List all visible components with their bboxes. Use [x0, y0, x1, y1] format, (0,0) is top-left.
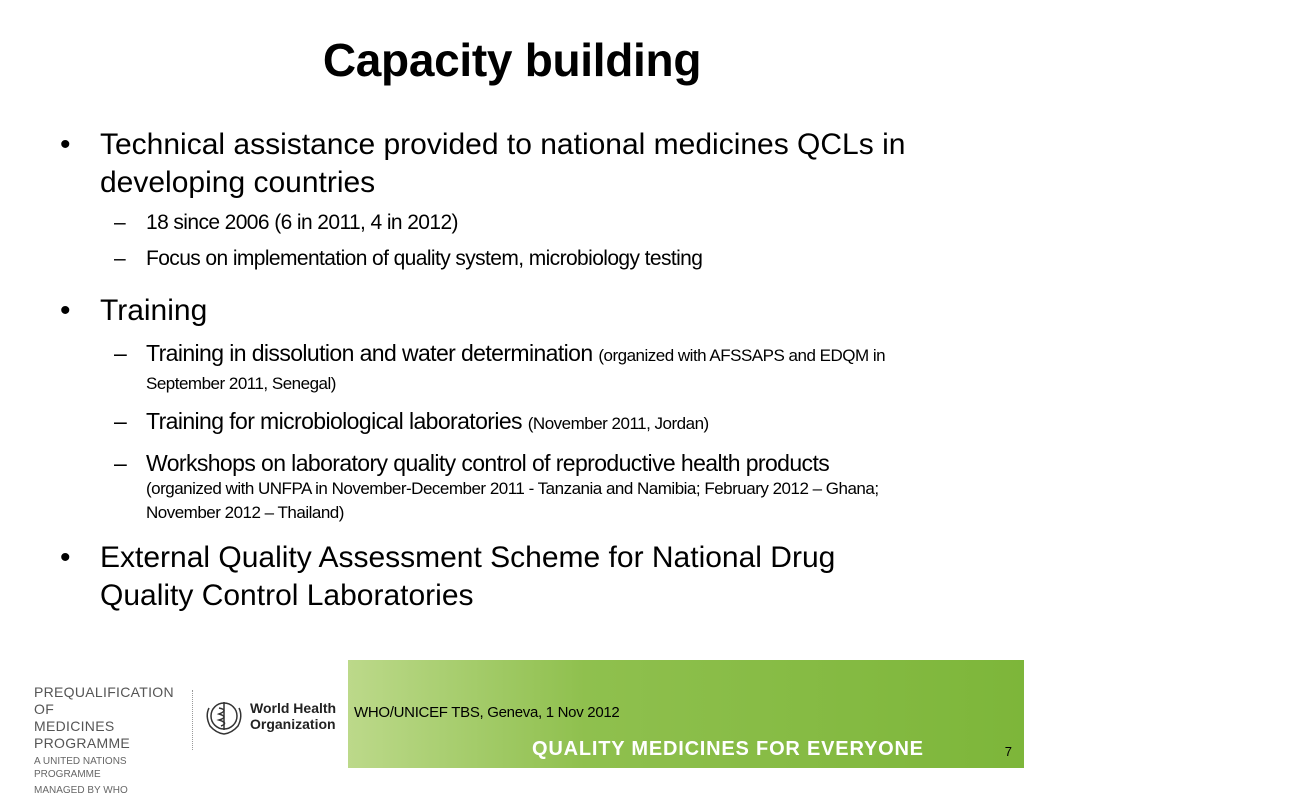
who-emblem-icon — [202, 696, 246, 736]
pq-programme-logo — [34, 684, 184, 797]
bullet-text: Training — [100, 294, 208, 327]
bullet-text: Technical assistance provided to national medicines QCLs in developing countries — [100, 128, 906, 199]
who-wordmark-line-1: World Health — [250, 700, 337, 716]
dash-marker: – — [114, 211, 126, 234]
sub-bullet-microbiological-training — [114, 408, 956, 436]
dash-marker: – — [114, 408, 127, 434]
dash-marker: – — [114, 450, 127, 476]
pqp-watermark: PQP — [1020, 635, 1302, 778]
bullet-external-quality-assessment — [60, 539, 930, 615]
sub-bullet-note: (November 2011, Jordan) — [527, 414, 709, 433]
sub-bullet-text: Training for microbiological laboratories — [146, 408, 522, 434]
who-wordmark — [250, 700, 336, 732]
sub-bullet-text: Focus on implementation of quality system, microbiology testing — [146, 247, 703, 270]
bullet-marker: • — [60, 128, 71, 161]
sub-bullet-text: Training in dissolution and water determination — [146, 340, 593, 366]
bullet-marker: • — [60, 294, 71, 327]
dash-marker: – — [114, 340, 127, 366]
sub-bullet-note: (organized with UNFPA in November-December 2011 - Tanzania and Namibia; February 2012 – Ghana; November 2012 – Thailand) — [146, 479, 879, 522]
sub-bullet-dissolution-training — [114, 340, 956, 396]
bullet-technical-assistance — [60, 126, 930, 202]
bullet-marker: • — [60, 541, 71, 574]
sub-bullet-note: (organized with AFSSAPS and EDQM in September 2011, Senegal) — [146, 346, 886, 393]
pq-logo-line-1: PREQUALIFICATION OF — [34, 684, 174, 717]
page-number: 7 — [1004, 744, 1012, 759]
slide-title: Capacity building — [322, 34, 702, 86]
logo-separator — [192, 690, 193, 750]
who-wordmark-line-2: Organization — [250, 716, 336, 732]
pq-logo-line-4: MANAGED BY WHO — [34, 785, 128, 796]
sub-bullet-text: Workshops on laboratory quality control of reproductive health products — [146, 450, 830, 476]
pq-logo-line-3: A UNITED NATIONS PROGRAMME — [34, 756, 127, 780]
footer-slogan: QUALITY MEDICINES FOR EVERYONE — [532, 738, 924, 760]
sub-bullet-focus — [114, 246, 956, 272]
pq-logo-line-2: MEDICINES PROGRAMME — [34, 718, 131, 751]
sub-bullet-text: 18 since 2006 (6 in 2011, 4 in 2012) — [146, 211, 458, 234]
event-footer-text: WHO/UNICEF TBS, Geneva, 1 Nov 2012 — [354, 704, 620, 721]
slide-content — [0, 126, 1024, 615]
dash-marker: – — [114, 247, 126, 270]
bullet-text: External Quality Assessment Scheme for National Drug Quality Control Laboratories — [100, 541, 836, 612]
bullet-training — [60, 292, 930, 330]
sub-bullet-workshops — [114, 450, 956, 525]
slide-footer — [0, 635, 1302, 796]
sub-bullet-18-since-2006 — [114, 210, 956, 236]
